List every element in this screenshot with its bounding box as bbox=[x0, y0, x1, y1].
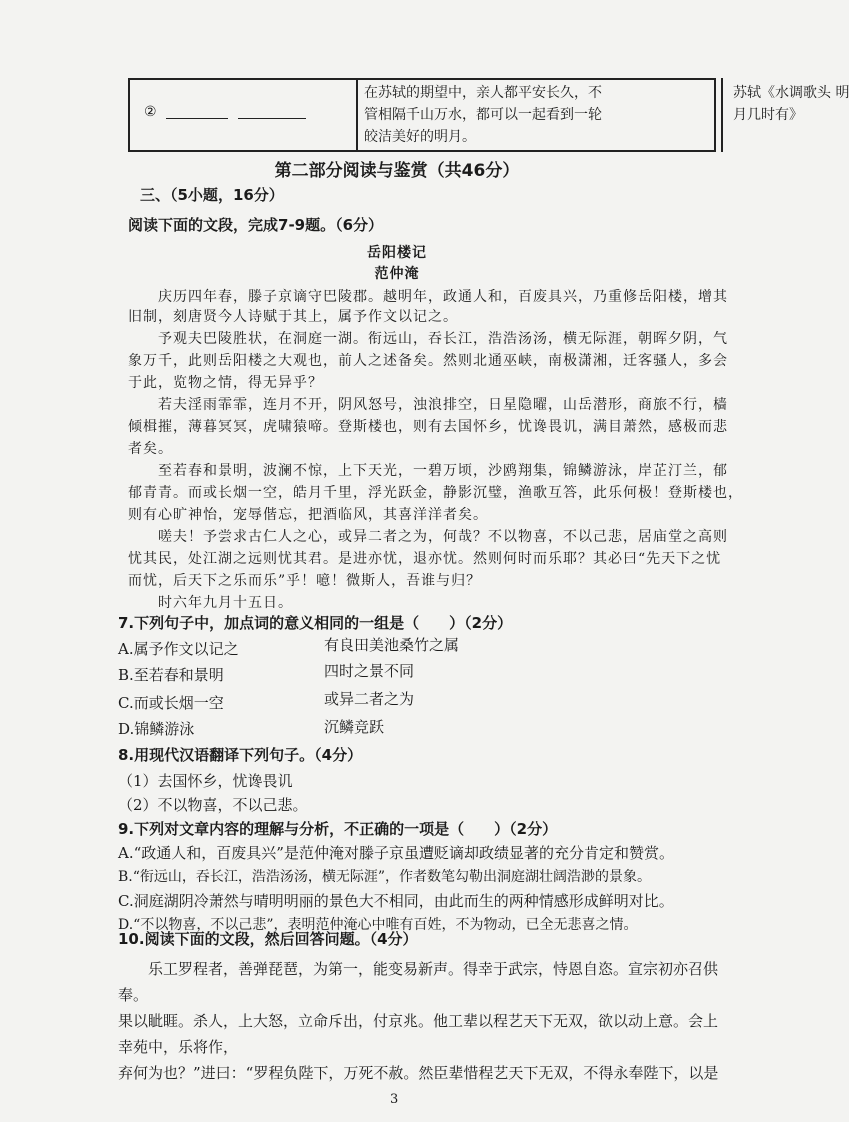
meaning-line: 管相隔千山万水，都可以一起看到一轮 bbox=[364, 107, 602, 123]
q8-item: （1）去国怀乡，忧谗畏讥 bbox=[118, 772, 293, 790]
q7-option-left[interactable]: D.锦鳞游泳 bbox=[118, 720, 195, 738]
q10-line: 果以眦睚。杀人，上大怒，立命斥出，付京兆。他工辈以程艺天下无双，欲以动上意。会上 bbox=[118, 1012, 719, 1030]
question-8-stem: 8.用现代汉语翻译下列句子。（4分） bbox=[118, 746, 363, 764]
section-title: 三、（5小题，16分） bbox=[140, 186, 284, 204]
q7-option-right: 有良田美池桑竹之属 bbox=[324, 636, 460, 654]
source-line: 苏轼《水调歌头 明 bbox=[733, 85, 849, 101]
question-10-stem: 10.阅读下面的文段，然后回答问题。（4分） bbox=[118, 930, 418, 948]
q8-item: （2）不以物喜，不以己悲。 bbox=[118, 796, 308, 814]
essay-line: 嗟夫！予尝求古仁人之心，或异二者之为，何哉？不以物喜，不以己悲，居庙堂之高则 bbox=[158, 529, 728, 545]
essay-line: 则有心旷神怡，宠辱偕忘，把酒临风，其喜洋洋者矣。 bbox=[128, 507, 488, 523]
meaning-line: 皎洁美好的明月。 bbox=[364, 129, 476, 145]
part-title: 第二部分阅读与鉴赏（共46分） bbox=[274, 161, 520, 181]
table-cell-source bbox=[721, 78, 849, 152]
q10-line: 奉。 bbox=[118, 986, 149, 1004]
top-table bbox=[128, 78, 849, 152]
q10-passage bbox=[118, 956, 719, 1086]
page-number: 3 bbox=[390, 1092, 399, 1107]
reading-instruction: 阅读下面的文段，完成7-9题。（6分） bbox=[128, 216, 384, 234]
essay-line: 若夫淫雨霏霏，连月不开，阴风怒号，浊浪排空，日星隐曜，山岳潜形，商旅不行，樯 bbox=[158, 397, 728, 413]
essay-author: 范仲淹 bbox=[374, 266, 420, 282]
essay-line: 倾楫摧，薄暮冥冥，虎啸猿啼。登斯楼也，则有去国怀乡，忧谗畏讥，满目萧然，感极而悲 bbox=[128, 419, 728, 435]
answer-blank-2[interactable] bbox=[238, 118, 306, 119]
essay-line: 旧制，刻唐贤今人诗赋于其上，属予作文以记之。 bbox=[128, 309, 458, 325]
essay-line: 时六年九月十五日。 bbox=[158, 595, 293, 611]
essay-line: 于此，览物之情，得无异乎？ bbox=[128, 375, 323, 391]
table-cell-answer bbox=[128, 78, 356, 152]
row-number: ② bbox=[144, 104, 157, 120]
q10-line: 幸苑中，乐将作， bbox=[118, 1038, 239, 1056]
q7-option-right: 沉鳞竞跃 bbox=[324, 718, 385, 736]
q9-option[interactable]: A.“政通人和，百废具兴”是范仲淹对滕子京虽遭贬谪却政绩显著的充分肯定和赞赏。 bbox=[118, 844, 674, 862]
answer-blank-1[interactable] bbox=[166, 118, 228, 119]
essay-line: 者矣。 bbox=[128, 441, 173, 457]
table-cell-meaning bbox=[356, 78, 721, 152]
q7-option-left[interactable]: B.至若春和景明 bbox=[118, 666, 224, 684]
table-right-border bbox=[714, 78, 716, 152]
question-7-stem: 7.下列句子中，加点词的意义相同的一组是（ ）（2分） bbox=[118, 614, 513, 632]
essay-line: 郁青青。而或长烟一空，皓月千里，浮光跃金，静影沉璧，渔歌互答，此乐何极！登斯楼也， bbox=[128, 485, 743, 501]
essay-line: 忧其民，处江湖之远则忧其君。是进亦忧，退亦忧。然则何时而乐耶？其必曰“先天下之忧 bbox=[128, 551, 722, 567]
q9-option[interactable]: B.“衔远山，吞长江，浩浩汤汤，横无际涯”，作者数笔勾勒出洞庭湖壮阔浩渺的景象。 bbox=[118, 869, 652, 885]
essay-line: 至若春和景明，波澜不惊，上下天光，一碧万顷，沙鸥翔集，锦鳞游泳，岸芷汀兰，郁 bbox=[158, 463, 728, 479]
essay-line: 象万千，此则岳阳楼之大观也，前人之述备矣。然则北通巫峡，南极潇湘，迁客骚人，多会 bbox=[128, 353, 728, 369]
q9-option[interactable]: C.洞庭湖阴冷萧然与晴明明丽的景色大不相同，由此而生的两种情感形成鲜明对比。 bbox=[118, 892, 674, 910]
q7-option-left[interactable]: C.而或长烟一空 bbox=[118, 694, 224, 712]
essay-line: 予观夫巴陵胜状，在洞庭一湖。衔远山，吞长江，浩浩汤汤，横无际涯，朝晖夕阴，气 bbox=[158, 331, 728, 347]
q9-option[interactable]: D.“不以物喜，不以己悲”，表明范仲淹心中唯有百姓，不为物动，已全无悲喜之情。 bbox=[118, 917, 638, 933]
q7-option-right: 四时之景不同 bbox=[324, 662, 415, 680]
essay-title: 岳阳楼记 bbox=[367, 245, 427, 261]
source-line: 月几时有》 bbox=[733, 107, 803, 123]
essay-line: 庆历四年春，滕子京谪守巴陵郡。越明年，政通人和，百废具兴，乃重修岳阳楼，增其 bbox=[158, 289, 728, 305]
meaning-line: 在苏轼的期望中，亲人都平安长久，不 bbox=[364, 85, 602, 101]
q7-option-right: 或异二者之为 bbox=[324, 690, 415, 708]
essay-line: 而忧，后天下之乐而乐”乎！噫！微斯人，吾谁与归？ bbox=[128, 573, 482, 589]
q7-option-left[interactable]: A.属予作文以记之 bbox=[118, 640, 239, 658]
q10-line: 乐工罗程者，善弹琵琶，为第一，能变易新声。得幸于武宗，恃恩自恣。宣宗初亦召供 bbox=[148, 960, 719, 978]
question-9-stem: 9.下列对文章内容的理解与分析，不正确的一项是（ ）（2分） bbox=[118, 820, 558, 838]
q10-line: 弃何为也？”进曰：“罗程负陛下，万死不赦。然臣辈惜程艺天下无双，不得永奉陛下，以是 bbox=[118, 1064, 719, 1082]
